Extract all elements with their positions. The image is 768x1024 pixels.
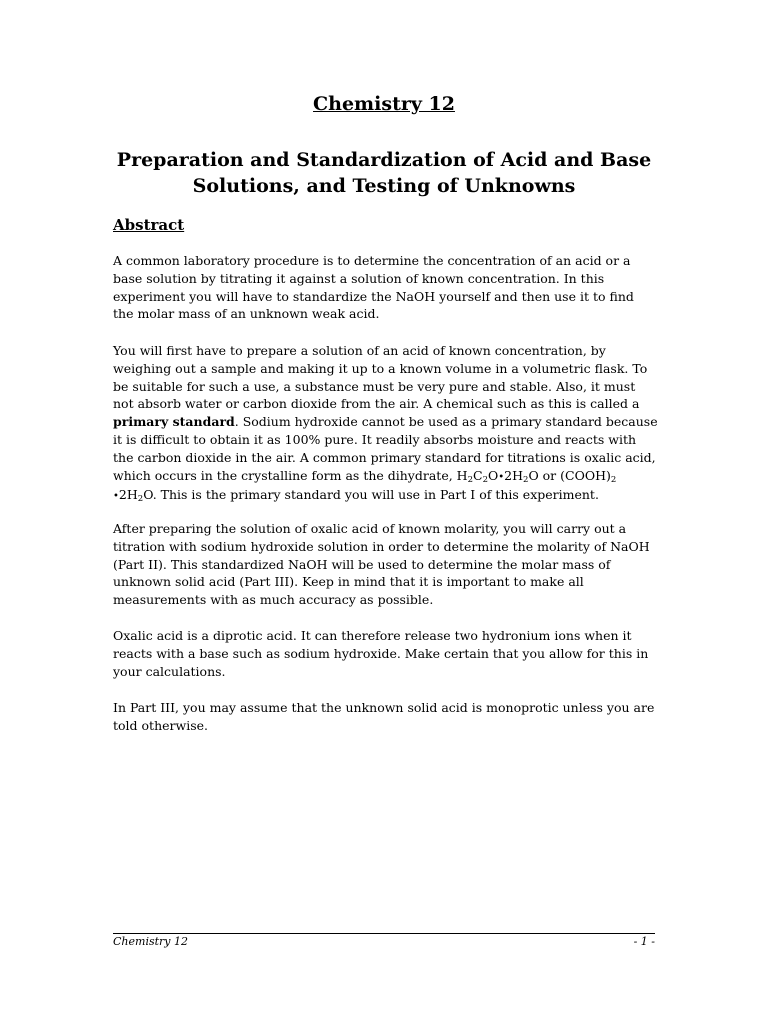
- paragraph-2-text-a: You will first have to prepare a solution of an acid of known concentration, by weighing out a sample and making it up to a known volume in a volumetric flask. To be suitable for such a use, a substance must be very pure and stable. Also, it must not absorb water or carbon dioxide from the air. A chemical such as this is called a: [113, 343, 648, 412]
- abstract-paragraph-1: A common laboratory procedure is to determine the concentration of an acid or a base solution by titrating it against a solution of known concentration. In this experiment you will have to standardize the NaOH yourself and then use it to find the molar mass of an unknown weak acid.: [113, 253, 634, 322]
- abstract-heading: Abstract: [113, 216, 185, 234]
- footer-course-name: Chemistry 12: [113, 935, 188, 948]
- paragraph-2-text-c: This is the primary standard you will use in Part I of this experiment.: [156, 487, 599, 503]
- abstract-paragraph-3: After preparing the solution of oxalic acid of known molarity, you will carry out a titration with sodium hydroxide solution in order to determine the molarity of NaOH (Part II). This standardized NaOH will be used to determine the molar mass of unknown solid acid (Part III). Keep in mind that it is important to make all measurements with as much accuracy as possible.: [113, 521, 650, 608]
- footer-page-number: - 1 -: [633, 935, 655, 948]
- primary-standard-term: primary standard: [113, 414, 235, 430]
- footer-rule: [113, 933, 655, 934]
- document-title-line-1: Preparation and Standardization of Acid and Base: [116, 149, 652, 171]
- oxalic-acid-formula: $H_2C_2O•2H_2O$ or $(COOH)_2$ $•2H_2O$.: [113, 467, 617, 505]
- abstract-paragraph-4: Oxalic acid is a diprotic acid. It can therefore release two hydronium ions when it reacts with a base such as sodium hydroxide. Make certain that you allow for this in your calculations.: [113, 628, 649, 679]
- document-title: [100, 147, 668, 199]
- paragraph-2-text-b: . Sodium hydroxide cannot be used as a primary standard because it is difficult to obtain it as 100% pure. It readily absorbs moisture and reacts with the carbon dioxide in the air. A common primary standard for titrations is oxalic acid, which occurs in the crystalline form as the dihydrate,: [113, 414, 658, 483]
- course-title: Chemistry 12: [313, 93, 455, 115]
- abstract-paragraph-2: [113, 342, 658, 506]
- abstract-paragraph-5: In Part III, you may assume that the unknown solid acid is monoprotic unless you are told otherwise.: [113, 700, 655, 733]
- document-title-line-2: Solutions, and Testing of Unknowns: [192, 175, 576, 197]
